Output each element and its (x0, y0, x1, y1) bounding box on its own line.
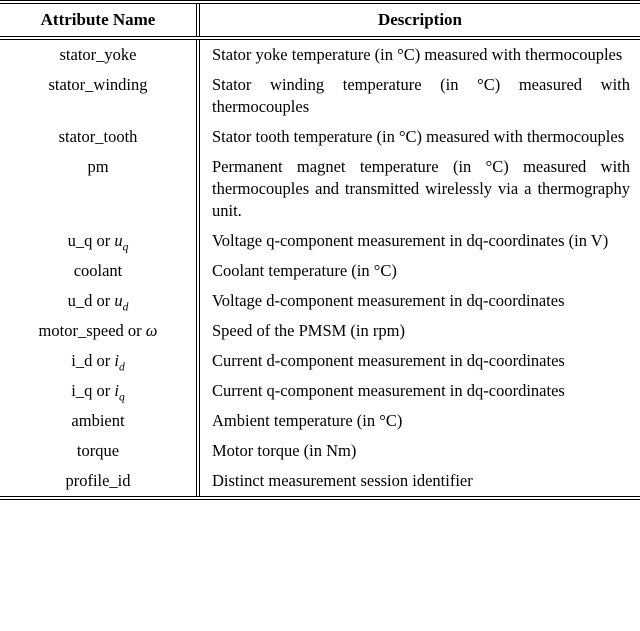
table-row (0, 316, 640, 346)
math-symbol: $u_q$ (114, 231, 129, 254)
attribute-name-cell (0, 40, 196, 70)
attribute-name-text: motor_speed or (38, 321, 146, 340)
table-row (0, 406, 640, 436)
attribute-name-cell (0, 346, 196, 376)
table-row (0, 436, 640, 466)
math-symbol: $i_q$ (114, 381, 125, 404)
description-cell: Ambient temperature (in °C) (196, 406, 640, 436)
description-cell: Current q-component measurement in dq-coordinates (196, 376, 640, 406)
attribute-name-text: profile_id (65, 471, 131, 490)
description-cell: Voltage d-component measurement in dq-coordinates (196, 286, 640, 316)
description-cell: Stator yoke temperature (in °C) measured with thermocouples (196, 40, 640, 70)
description-cell: Speed of the PMSM (in rpm) (196, 316, 640, 346)
attribute-name-text: stator_yoke (59, 45, 137, 64)
table-row (0, 376, 640, 406)
description-cell: Stator winding temperature (in °C) measured with thermocouples (196, 70, 640, 122)
attribute-name-text: ambient (71, 411, 125, 430)
table-row (0, 70, 640, 122)
attribute-name-cell (0, 466, 196, 496)
attribute-name-text: i_q or (71, 381, 115, 400)
attribute-name-cell (0, 152, 196, 226)
description-cell: Distinct measurement session identifier (196, 466, 640, 496)
math-symbol: $i_d$ (114, 351, 125, 374)
description-cell: Stator tooth temperature (in °C) measured with thermocouples (196, 122, 640, 152)
description-cell: Current d-component measurement in dq-coordinates (196, 346, 640, 376)
attribute-name-cell (0, 376, 196, 406)
attribute-name-text: u_d or (67, 291, 115, 310)
table-row (0, 346, 640, 376)
table-row (0, 256, 640, 286)
column-header-attribute-name: Attribute Name (40, 10, 156, 29)
attribute-name-cell (0, 256, 196, 286)
attribute-name-cell (0, 406, 196, 436)
attribute-name-cell (0, 436, 196, 466)
table-row (0, 466, 640, 496)
description-cell: Motor torque (in Nm) (196, 436, 640, 466)
table-row (0, 286, 640, 316)
table-row (0, 40, 640, 70)
attribute-name-cell (0, 316, 196, 346)
description-cell: Coolant temperature (in °C) (196, 256, 640, 286)
attribute-name-text: torque (76, 441, 120, 460)
column-header-description: Description (196, 4, 640, 36)
attribute-name-text: pm (87, 157, 109, 176)
math-symbol: $u_d$ (114, 291, 129, 314)
table-row (0, 226, 640, 256)
attribute-name-text: stator_winding (48, 75, 148, 94)
description-cell: Voltage q-component measurement in dq-coordinates (in V) (196, 226, 640, 256)
table-header-row (0, 4, 640, 40)
attribute-name-cell (0, 122, 196, 152)
attribute-name-text: u_q or (67, 231, 115, 250)
table-row (0, 152, 640, 226)
description-cell: Permanent magnet temperature (in °C) measured with thermocouples and transmitted wirelessly via a thermography unit. (196, 152, 640, 226)
table-row (0, 122, 640, 152)
attribute-name-cell (0, 286, 196, 316)
attribute-name-cell (0, 70, 196, 122)
attribute-name-text: coolant (73, 261, 123, 280)
math-symbol: ω (145, 321, 158, 340)
attribute-name-cell (0, 226, 196, 256)
attribute-name-text: stator_tooth (58, 127, 138, 146)
attribute-name-text: i_d or (71, 351, 115, 370)
